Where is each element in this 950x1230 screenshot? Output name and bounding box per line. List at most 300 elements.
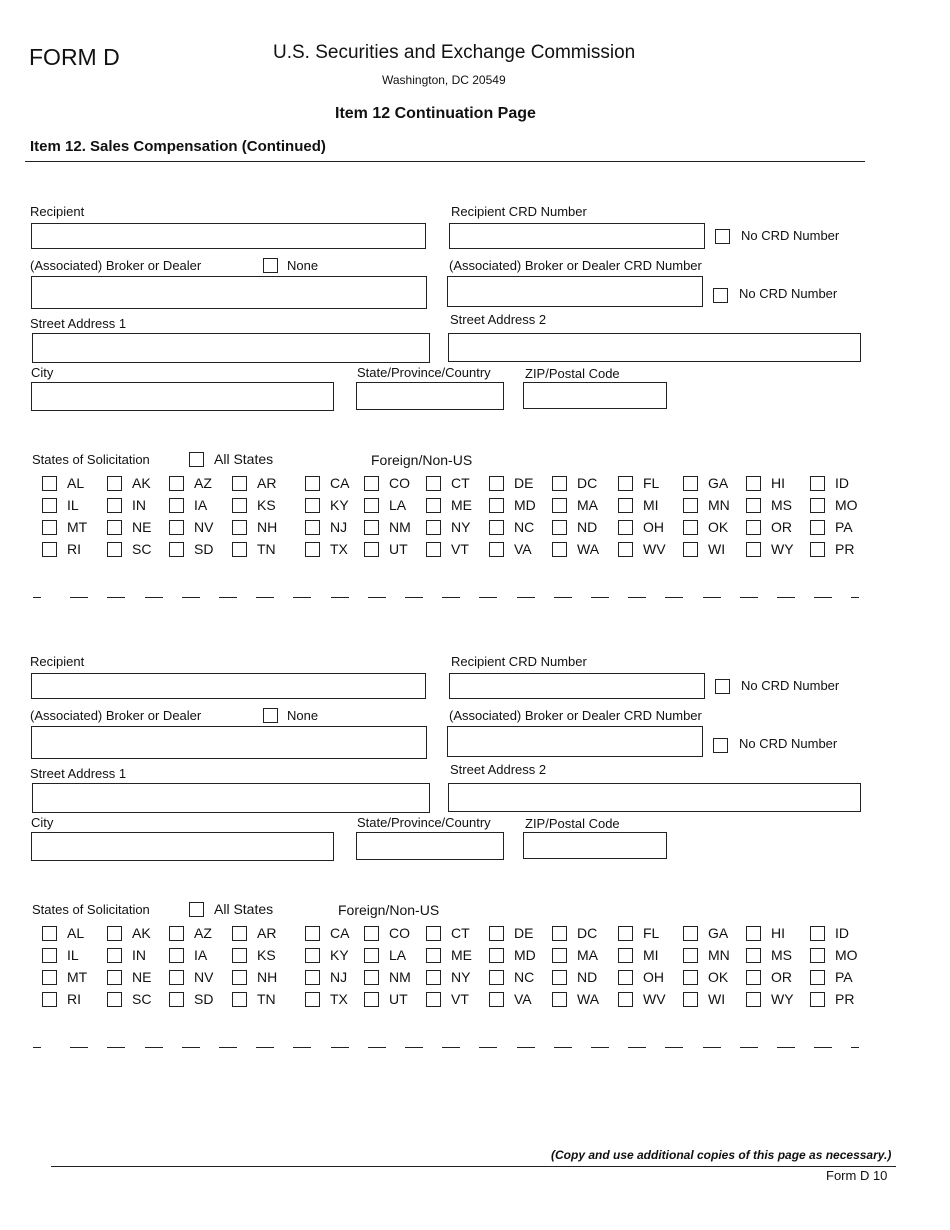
no-crd-label: No CRD Number [739, 736, 838, 751]
cut-line-dash [33, 597, 41, 598]
state-checkbox-mo-1[interactable] [810, 498, 825, 513]
cut-line-dash [777, 597, 795, 598]
state-checkbox-tn-1[interactable] [232, 542, 247, 557]
state-checkbox-md-2[interactable] [489, 948, 504, 963]
cut-line-dash [145, 1047, 163, 1048]
state-checkbox-or-2[interactable] [746, 970, 761, 985]
state-checkbox-la-2[interactable] [364, 948, 379, 963]
cut-line-dash [256, 597, 274, 598]
cut-line-dash [740, 597, 758, 598]
state-checkbox-dc-2[interactable] [552, 926, 567, 941]
state-label: GA [708, 475, 729, 491]
state-checkbox-pa-2[interactable] [810, 970, 825, 985]
state-checkbox-nj-2[interactable] [305, 970, 320, 985]
state-label: WV [643, 991, 666, 1007]
state-checkbox-ak-1[interactable] [107, 476, 122, 491]
state-label: WA [577, 541, 600, 557]
recipient-label: Recipient [30, 204, 85, 219]
cut-line-dash [368, 1047, 386, 1048]
state-checkbox-az-1[interactable] [169, 476, 184, 491]
state-checkbox-mi-1[interactable] [618, 498, 633, 513]
state-label: ND [577, 969, 598, 985]
none-label: None [287, 708, 319, 723]
broker-none-checkbox-2[interactable] [263, 708, 278, 723]
state-checkbox-fl-1[interactable] [618, 476, 633, 491]
state-checkbox-pa-1[interactable] [810, 520, 825, 535]
state-checkbox-sc-1[interactable] [107, 542, 122, 557]
state-label: HI [771, 925, 785, 941]
state-checkbox-hi-2[interactable] [746, 926, 761, 941]
state-checkbox-ca-1[interactable] [305, 476, 320, 491]
state-checkbox-va-2[interactable] [489, 992, 504, 1007]
state-label: MN [708, 947, 730, 963]
state-label: PR [835, 541, 855, 557]
state-checkbox-nm-2[interactable] [364, 970, 379, 985]
states-solicitation-label: States of Solicitation [32, 902, 150, 917]
state-checkbox-nc-1[interactable] [489, 520, 504, 535]
state-label: CO [389, 925, 410, 941]
state-country-field-2[interactable] [356, 832, 504, 860]
cut-line-dash [219, 1047, 237, 1048]
state-checkbox-me-1[interactable] [426, 498, 441, 513]
state-label: NV [194, 519, 214, 535]
state-label: CO [389, 475, 410, 491]
state-label: CA [330, 925, 350, 941]
cut-line-dash [331, 1047, 349, 1048]
no-crd-label: No CRD Number [741, 228, 840, 243]
state-label: IL [67, 947, 79, 963]
state-checkbox-vt-2[interactable] [426, 992, 441, 1007]
state-label: MN [708, 497, 730, 513]
state-checkbox-mi-2[interactable] [618, 948, 633, 963]
state-checkbox-id-1[interactable] [810, 476, 825, 491]
state-checkbox-nh-2[interactable] [232, 970, 247, 985]
state-label: AL [67, 475, 85, 491]
state-label: WI [708, 991, 726, 1007]
state-label: CA [330, 475, 350, 491]
state-label: MI [643, 947, 659, 963]
state-checkbox-tx-2[interactable] [305, 992, 320, 1007]
street-address-1-field-1[interactable] [32, 333, 430, 363]
cut-line-dash [665, 1047, 683, 1048]
state-checkbox-hi-1[interactable] [746, 476, 761, 491]
state-label: PA [835, 519, 853, 535]
state-checkbox-az-2[interactable] [169, 926, 184, 941]
cut-line-dash [591, 597, 609, 598]
street-address-2-field-2[interactable] [448, 783, 861, 812]
cut-line-dash [665, 597, 683, 598]
state-checkbox-id-2[interactable] [810, 926, 825, 941]
state-checkbox-wi-1[interactable] [683, 542, 698, 557]
state-checkbox-wy-2[interactable] [746, 992, 761, 1007]
state-label: HI [771, 475, 785, 491]
state-label: SD [194, 541, 214, 557]
state-checkbox-ar-2[interactable] [232, 926, 247, 941]
recipient-no-crd-checkbox-2[interactable] [715, 679, 730, 694]
cut-line-dash [479, 1047, 497, 1048]
state-checkbox-sd-2[interactable] [169, 992, 184, 1007]
state-label: DC [577, 475, 598, 491]
state-checkbox-de-1[interactable] [489, 476, 504, 491]
state-label: SC [132, 541, 152, 557]
agency-name: U.S. Securities and Exchange Commission [273, 42, 636, 63]
item-title: Item 12. Sales Compensation (Continued) [30, 138, 326, 155]
state-checkbox-pr-2[interactable] [810, 992, 825, 1007]
state-label: IL [67, 497, 79, 513]
state-country-label: State/Province/Country [357, 815, 491, 830]
cut-line-dash [70, 597, 88, 598]
cut-line-dash [628, 597, 646, 598]
street-address-1-field-2[interactable] [32, 783, 430, 813]
state-checkbox-nd-2[interactable] [552, 970, 567, 985]
state-label: MS [771, 947, 792, 963]
continuation-title: Item 12 Continuation Page [335, 105, 536, 122]
state-checkbox-in-1[interactable] [107, 498, 122, 513]
state-checkbox-dc-1[interactable] [552, 476, 567, 491]
state-label: AZ [194, 475, 212, 491]
recipient-field-1[interactable] [31, 223, 426, 249]
state-label: MT [67, 519, 88, 535]
state-checkbox-ky-1[interactable] [305, 498, 320, 513]
page-number: Form D 10 [826, 1168, 888, 1183]
zip-field-2[interactable] [523, 832, 667, 859]
state-checkbox-al-2[interactable] [42, 926, 57, 941]
state-label: KS [257, 947, 276, 963]
cut-line-dash [851, 597, 859, 598]
cut-line-dash [145, 597, 163, 598]
broker-no-crd-checkbox-1[interactable] [713, 288, 728, 303]
broker-label: (Associated) Broker or Dealer [30, 258, 202, 273]
state-label: NJ [330, 969, 348, 985]
state-checkbox-ny-1[interactable] [426, 520, 441, 535]
recipient-crd-label: Recipient CRD Number [451, 654, 587, 669]
cut-line-dash [405, 1047, 423, 1048]
broker-crd-field-1[interactable] [447, 276, 703, 307]
state-checkbox-al-1[interactable] [42, 476, 57, 491]
state-checkbox-il-2[interactable] [42, 948, 57, 963]
state-checkbox-ct-1[interactable] [426, 476, 441, 491]
state-label: OK [708, 519, 729, 535]
foreign-label: Foreign/Non-US [371, 452, 473, 468]
state-checkbox-la-1[interactable] [364, 498, 379, 513]
cut-line-dash [517, 597, 535, 598]
state-label: VT [451, 541, 469, 557]
states-solicitation-label: States of Solicitation [32, 452, 150, 467]
city-field-2[interactable] [31, 832, 334, 861]
cut-line-dash [479, 597, 497, 598]
state-checkbox-wv-1[interactable] [618, 542, 633, 557]
state-checkbox-ms-2[interactable] [746, 948, 761, 963]
city-label: City [31, 365, 54, 380]
state-checkbox-nh-1[interactable] [232, 520, 247, 535]
state-checkbox-ks-2[interactable] [232, 948, 247, 963]
state-checkbox-vt-1[interactable] [426, 542, 441, 557]
state-checkbox-ca-2[interactable] [305, 926, 320, 941]
zip-label: ZIP/Postal Code [525, 816, 620, 831]
state-label: LA [389, 947, 407, 963]
cut-line-dash [256, 1047, 274, 1048]
cut-line-dash [331, 597, 349, 598]
state-checkbox-ks-1[interactable] [232, 498, 247, 513]
cut-line-dash [368, 597, 386, 598]
state-checkbox-ma-2[interactable] [552, 948, 567, 963]
all-states-label: All States [214, 451, 274, 467]
recipient-crd-field-2[interactable] [449, 673, 705, 699]
cut-line-dash [182, 1047, 200, 1048]
state-checkbox-nm-1[interactable] [364, 520, 379, 535]
state-label: MO [835, 497, 858, 513]
state-checkbox-va-1[interactable] [489, 542, 504, 557]
state-checkbox-oh-2[interactable] [618, 970, 633, 985]
state-label: WV [643, 541, 666, 557]
street-address-2-label: Street Address 2 [450, 762, 547, 777]
state-label: AL [67, 925, 85, 941]
state-checkbox-de-2[interactable] [489, 926, 504, 941]
broker-crd-label: (Associated) Broker or Dealer CRD Number [449, 708, 702, 723]
state-checkbox-wv-2[interactable] [618, 992, 633, 1007]
state-label: IA [194, 947, 208, 963]
state-checkbox-nv-1[interactable] [169, 520, 184, 535]
state-checkbox-me-2[interactable] [426, 948, 441, 963]
state-label: MS [771, 497, 792, 513]
state-label: WY [771, 541, 794, 557]
state-label: ME [451, 497, 472, 513]
state-label: MT [67, 969, 88, 985]
state-label: ID [835, 475, 849, 491]
state-label: OH [643, 969, 664, 985]
city-label: City [31, 815, 54, 830]
cut-line-dash [442, 597, 460, 598]
state-checkbox-il-1[interactable] [42, 498, 57, 513]
street-address-1-label: Street Address 1 [30, 766, 127, 781]
state-checkbox-in-2[interactable] [107, 948, 122, 963]
header-rule [25, 161, 865, 162]
cut-line-dash [814, 597, 832, 598]
state-label: DE [514, 475, 534, 491]
state-label: SD [194, 991, 214, 1007]
state-checkbox-md-1[interactable] [489, 498, 504, 513]
state-checkbox-wy-1[interactable] [746, 542, 761, 557]
state-checkbox-mo-2[interactable] [810, 948, 825, 963]
broker-field-1[interactable] [31, 276, 427, 309]
state-label: NJ [330, 519, 348, 535]
state-label: NY [451, 519, 471, 535]
all-states-checkbox-2[interactable] [189, 902, 204, 917]
state-checkbox-sd-1[interactable] [169, 542, 184, 557]
cut-line-dash [777, 1047, 795, 1048]
state-checkbox-ny-2[interactable] [426, 970, 441, 985]
state-label: WA [577, 991, 600, 1007]
state-label: IN [132, 947, 146, 963]
state-label: OK [708, 969, 729, 985]
state-label: KY [330, 497, 349, 513]
state-checkbox-ok-2[interactable] [683, 970, 698, 985]
state-label: AZ [194, 925, 212, 941]
footer-rule [51, 1166, 896, 1167]
state-checkbox-ky-2[interactable] [305, 948, 320, 963]
state-label: OH [643, 519, 664, 535]
state-label: MI [643, 497, 659, 513]
state-checkbox-nv-2[interactable] [169, 970, 184, 985]
state-checkbox-mn-1[interactable] [683, 498, 698, 513]
none-label: None [287, 258, 319, 273]
form-label: FORM D [29, 44, 120, 70]
street-address-2-label: Street Address 2 [450, 312, 547, 327]
cut-line-dash [70, 1047, 88, 1048]
state-label: FL [643, 475, 660, 491]
state-checkbox-co-1[interactable] [364, 476, 379, 491]
state-checkbox-ak-2[interactable] [107, 926, 122, 941]
state-label: RI [67, 991, 81, 1007]
state-checkbox-fl-2[interactable] [618, 926, 633, 941]
state-checkbox-ct-2[interactable] [426, 926, 441, 941]
state-checkbox-nc-2[interactable] [489, 970, 504, 985]
cut-line-dash [405, 597, 423, 598]
state-label: GA [708, 925, 729, 941]
no-crd-label: No CRD Number [741, 678, 840, 693]
state-label: LA [389, 497, 407, 513]
recipient-field-2[interactable] [31, 673, 426, 699]
state-label: MA [577, 947, 598, 963]
state-label: NC [514, 519, 535, 535]
state-checkbox-tx-1[interactable] [305, 542, 320, 557]
state-label: SC [132, 991, 152, 1007]
state-checkbox-wa-2[interactable] [552, 992, 567, 1007]
state-checkbox-ga-2[interactable] [683, 926, 698, 941]
state-label: AK [132, 475, 151, 491]
state-checkbox-mn-2[interactable] [683, 948, 698, 963]
broker-no-crd-checkbox-2[interactable] [713, 738, 728, 753]
state-label: AR [257, 925, 277, 941]
all-states-checkbox-1[interactable] [189, 452, 204, 467]
state-label: DC [577, 925, 598, 941]
state-label: NV [194, 969, 214, 985]
state-label: DE [514, 925, 534, 941]
agency-address: Washington, DC 20549 [382, 73, 506, 87]
state-checkbox-ut-2[interactable] [364, 992, 379, 1007]
state-label: UT [389, 991, 408, 1007]
cut-line-dash [851, 1047, 859, 1048]
state-checkbox-ga-1[interactable] [683, 476, 698, 491]
zip-field-1[interactable] [523, 382, 667, 409]
state-checkbox-wa-1[interactable] [552, 542, 567, 557]
recipient-label: Recipient [30, 654, 85, 669]
foreign-label: Foreign/Non-US [338, 902, 440, 918]
cut-line-dash [33, 1047, 41, 1048]
state-checkbox-mt-2[interactable] [42, 970, 57, 985]
state-label: NM [389, 969, 411, 985]
cut-line-dash [182, 597, 200, 598]
broker-field-2[interactable] [31, 726, 427, 759]
state-label: NE [132, 519, 152, 535]
state-checkbox-co-2[interactable] [364, 926, 379, 941]
state-label: OR [771, 969, 792, 985]
state-label: NY [451, 969, 471, 985]
state-label: RI [67, 541, 81, 557]
state-country-field-1[interactable] [356, 382, 504, 410]
state-label: OR [771, 519, 792, 535]
cut-line-dash [628, 1047, 646, 1048]
state-checkbox-tn-2[interactable] [232, 992, 247, 1007]
state-checkbox-ne-1[interactable] [107, 520, 122, 535]
state-checkbox-ia-2[interactable] [169, 948, 184, 963]
street-address-2-field-1[interactable] [448, 333, 861, 362]
recipient-no-crd-checkbox-1[interactable] [715, 229, 730, 244]
state-label: KS [257, 497, 276, 513]
cut-line-dash [703, 1047, 721, 1048]
street-address-1-label: Street Address 1 [30, 316, 127, 331]
recipient-crd-field-1[interactable] [449, 223, 705, 249]
state-checkbox-pr-1[interactable] [810, 542, 825, 557]
state-checkbox-ok-1[interactable] [683, 520, 698, 535]
state-label: MA [577, 497, 598, 513]
cut-line-dash [554, 597, 572, 598]
state-checkbox-ma-1[interactable] [552, 498, 567, 513]
state-label: TN [257, 541, 276, 557]
state-label: FL [643, 925, 660, 941]
state-label: AR [257, 475, 277, 491]
state-label: CT [451, 475, 470, 491]
cut-line-dash [107, 1047, 125, 1048]
cut-line-dash [219, 597, 237, 598]
cut-line-dash [517, 1047, 535, 1048]
cut-line-dash [107, 597, 125, 598]
state-checkbox-or-1[interactable] [746, 520, 761, 535]
state-label: TN [257, 991, 276, 1007]
all-states-label: All States [214, 901, 274, 917]
state-checkbox-sc-2[interactable] [107, 992, 122, 1007]
city-field-1[interactable] [31, 382, 334, 411]
state-checkbox-ms-1[interactable] [746, 498, 761, 513]
state-label: NE [132, 969, 152, 985]
cut-line-dash [740, 1047, 758, 1048]
state-checkbox-ar-1[interactable] [232, 476, 247, 491]
state-label: UT [389, 541, 408, 557]
broker-none-checkbox-1[interactable] [263, 258, 278, 273]
state-checkbox-ri-2[interactable] [42, 992, 57, 1007]
state-checkbox-ut-1[interactable] [364, 542, 379, 557]
cut-line-dash [442, 1047, 460, 1048]
state-label: WI [708, 541, 726, 557]
state-label: IN [132, 497, 146, 513]
state-label: NH [257, 519, 278, 535]
cut-line-dash [703, 597, 721, 598]
state-label: VA [514, 541, 532, 557]
state-checkbox-oh-1[interactable] [618, 520, 633, 535]
no-crd-label: No CRD Number [739, 286, 838, 301]
state-label: WY [771, 991, 794, 1007]
state-label: VA [514, 991, 532, 1007]
state-label: TX [330, 541, 348, 557]
state-label: NM [389, 519, 411, 535]
footer-note: (Copy and use additional copies of this page as necessary.) [551, 1148, 892, 1162]
state-checkbox-nd-1[interactable] [552, 520, 567, 535]
state-label: NH [257, 969, 278, 985]
cut-line-dash [591, 1047, 609, 1048]
state-label: VT [451, 991, 469, 1007]
state-label: MD [514, 497, 536, 513]
state-checkbox-ri-1[interactable] [42, 542, 57, 557]
broker-crd-field-2[interactable] [447, 726, 703, 757]
state-checkbox-wi-2[interactable] [683, 992, 698, 1007]
state-checkbox-mt-1[interactable] [42, 520, 57, 535]
state-label: MO [835, 947, 858, 963]
cut-line-dash [814, 1047, 832, 1048]
state-checkbox-nj-1[interactable] [305, 520, 320, 535]
broker-label: (Associated) Broker or Dealer [30, 708, 202, 723]
state-checkbox-ia-1[interactable] [169, 498, 184, 513]
state-checkbox-ne-2[interactable] [107, 970, 122, 985]
